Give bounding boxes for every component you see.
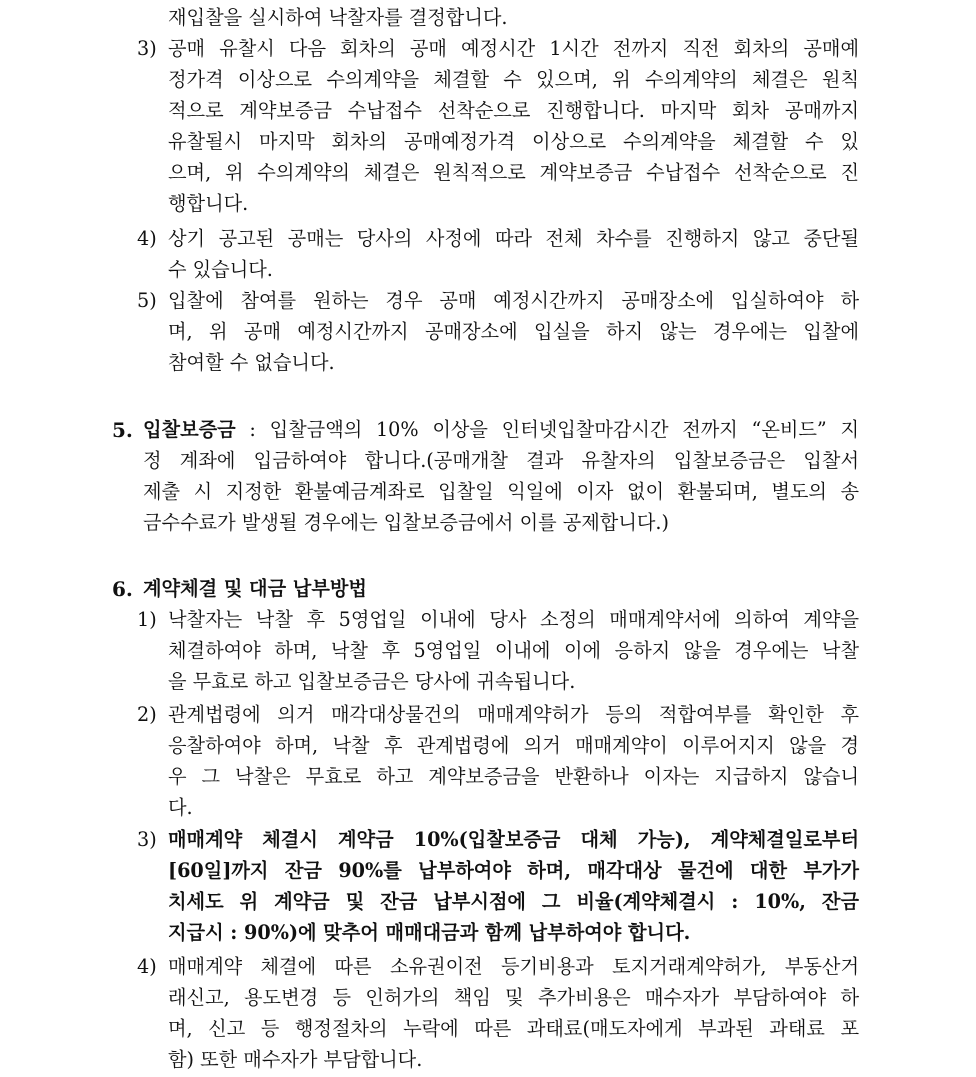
- text-line: 다.: [168, 796, 193, 819]
- list-number: 3): [137, 828, 157, 851]
- list-number: 4): [137, 227, 157, 250]
- text-line: 며, 신고 등 행정절차의 누락에 따른 과태료(매도자에게 부과된 과태료 포: [168, 1017, 859, 1040]
- list-number: 3): [137, 37, 157, 60]
- text-line: 유찰될시 마지막 회차의 공매예정가격 이상으로 수의계약을 체결할 수 있: [168, 130, 859, 153]
- text-line: 관계법령에 의거 매각대상물건의 매매계약허가 등의 적합여부를 확인한 후: [168, 703, 859, 726]
- text-line: 수 있습니다.: [168, 258, 273, 281]
- text-line: 공매 유찰시 다음 회차의 공매 예정시간 1시간 전까지 직전 회차의 공매예: [168, 37, 859, 60]
- section-first-line: [143, 417, 859, 443]
- text-line: 함) 또한 매수자가 부담합니다.: [168, 1048, 423, 1071]
- text-line: 정 계좌에 입금하여야 합니다.(공매개찰 결과 유찰자의 입찰보증금은 입찰서: [143, 449, 859, 472]
- text-line: 체결하여야 하며, 낙찰 후 5영업일 이내에 이에 응하지 않을 경우에는 낙찰: [168, 639, 859, 662]
- text-line: 며, 위 공매 예정시간까지 공매장소에 입실을 하지 않는 경우에는 입찰에: [168, 320, 859, 343]
- list-number: 2): [137, 703, 157, 726]
- text-line: 우 그 낙찰은 무효로 하고 계약보증금을 반환하나 이자는 지급하지 않습니: [168, 765, 859, 788]
- text-line: 정가격 이상으로 수의계약을 체결할 수 있으며, 위 수의계약의 체결은 원칙: [168, 68, 859, 91]
- text-line: 입찰에 참여를 원하는 경우 공매 예정시간까지 공매장소에 입실하여야 하: [168, 289, 859, 312]
- list-number: 4): [137, 955, 157, 978]
- list-number: 5): [137, 289, 157, 312]
- text-line: 참여할 수 없습니다.: [168, 351, 335, 374]
- text-span: : 입찰금액의 10% 이상을 인터넷입찰마감시간 전까지 “온비드” 지: [235, 418, 859, 441]
- section-title: 계약체결 및 대금 납부방법: [143, 577, 367, 600]
- text-line: 응찰하여야 하며, 낙찰 후 관계법령에 의거 매매계약이 이루어지지 않을 경: [168, 734, 859, 757]
- section-number: 6.: [112, 577, 133, 601]
- text-line: 행합니다.: [168, 192, 249, 215]
- list-number: 1): [137, 608, 157, 631]
- text-line: 으며, 위 수의계약의 체결은 원칙적으로 계약보증금 수납접수 선착순으로 진: [168, 161, 859, 184]
- text-line: 낙찰자는 낙찰 후 5영업일 이내에 당사 소정의 매매계약서에 의하여 계약을: [168, 608, 859, 631]
- text-line: 매매계약 체결시 계약금 10%(입찰보증금 대체 가능), 계약체결일로부터: [168, 828, 859, 851]
- text-line: 지급시 : 90%)에 맞추어 매매대금과 함께 납부하여야 합니다.: [168, 921, 691, 944]
- text-line: 금수수료가 발생될 경우에는 입찰보증금에서 이를 공제합니다.): [143, 511, 669, 534]
- text-line: 을 무효로 하고 입찰보증금은 당사에 귀속됩니다.: [168, 670, 576, 693]
- text-line: [60일]까지 잔금 90%를 납부하여야 하며, 매각대상 물건에 대한 부가가: [168, 859, 859, 882]
- text-line: 래신고, 용도변경 등 인허가의 책임 및 추가비용은 매수자가 부담하여야 하: [168, 986, 859, 1009]
- text-line: 매매계약 체결에 따른 소유권이전 등기비용과 토지거래계약허가, 부동산거: [168, 955, 859, 978]
- text-line: 제출 시 지정한 환불예금계좌로 입찰일 익일에 이자 없이 환불되며, 별도의 송: [143, 480, 859, 503]
- section-title: 입찰보증금: [143, 418, 236, 441]
- section-number: 5.: [112, 418, 133, 442]
- text-line: 재입찰을 실시하여 낙찰자를 결정합니다.: [168, 6, 508, 29]
- text-line: 상기 공고된 공매는 당사의 사정에 따라 전체 차수를 진행하지 않고 중단될: [168, 227, 859, 250]
- text-line: 치세도 위 계약금 및 잔금 납부시점에 그 비율(계약체결시 : 10%, 잔금: [168, 890, 859, 913]
- text-line: 적으로 계약보증금 수납접수 선착순으로 진행합니다. 마지막 회차 공매까지: [168, 99, 859, 122]
